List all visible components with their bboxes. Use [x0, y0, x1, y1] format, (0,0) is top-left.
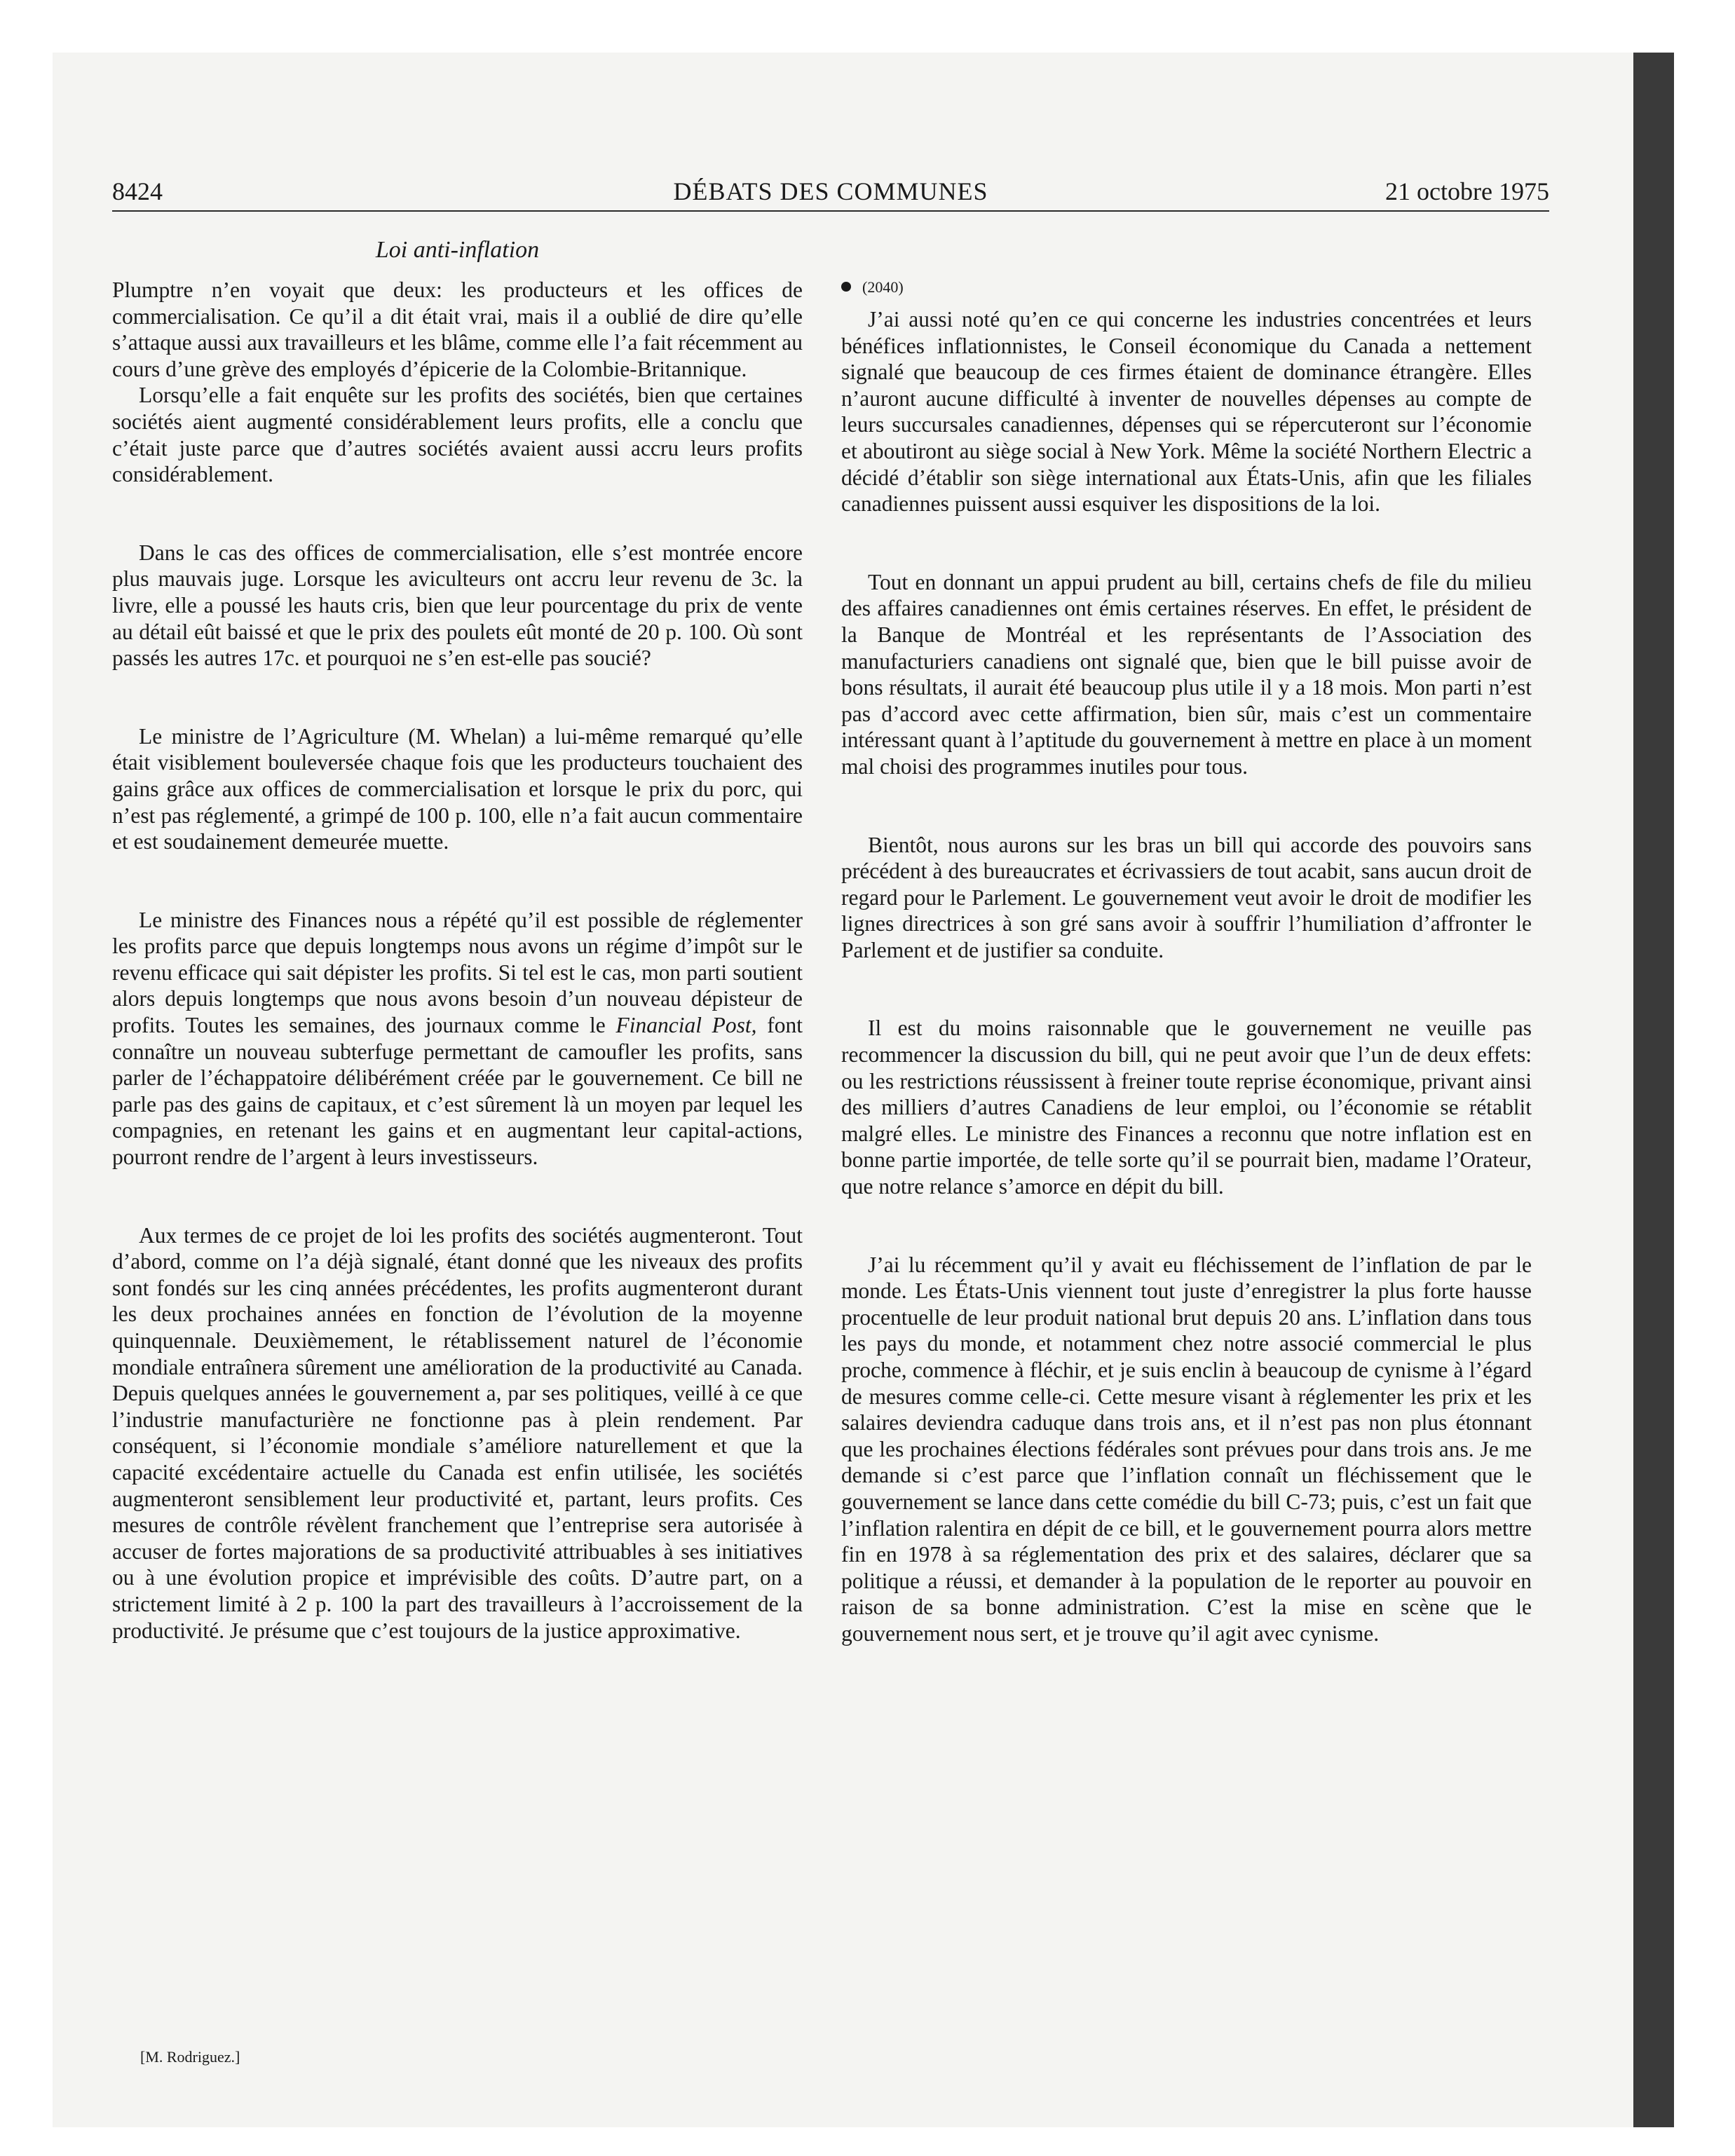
section-subhead: Loi anti-inflation: [375, 237, 540, 263]
header-rule: [112, 210, 1549, 212]
speaker-footnote: [M. Rodriguez.]: [140, 2048, 240, 2066]
left-paragraph-4: Le ministre de l’Agriculture (M. Whelan) a lui-même remarqué qu’elle était visiblement bouleversée chaque fois que les producteurs touchaient des gains grâce aux offices de commercialisation et lorsque le prix du porc, qui n’est pas réglementé, a grimpé de 100 p. 100, elle n’a fait aucun commentaire et est soudainement demeurée muette.: [112, 723, 803, 854]
left-paragraph-1: Plumptre n’en voyait que deux: les producteurs et les offices de commercialisation. Ce qu’il a dit était vrai, mais il a oublié de dire qu’elle s’attaque aussi aux travailleurs et les blâme, comme elle l’a fait récemment au cours d’une grève des employés d’épicerie de la Colombie-Britannique.: [112, 278, 803, 381]
left-column: [112, 277, 803, 1644]
publication-title: DÉBATS DES COMMUNES: [673, 177, 988, 205]
time-marker-text: (2040): [862, 278, 904, 296]
right-paragraph-3: Bientôt, nous aurons sur les bras un bill qui accorde des pouvoirs sans précédent à des bureaucrates et écrivassiers de tout acabit, sans aucun droit de regard pour le Parlement. Le gouvernement veut avoir le droit de modifier les lignes directrices à son gré sans avoir à souffrir l’humiliation d’affronter le Parlement et de justifier sa conduite.: [841, 832, 1532, 962]
right-paragraph-1: J’ai aussi noté qu’en ce qui concerne les industries concentrées et leurs bénéfices inflationnistes, le Conseil économique du Canada a nettement signalé que beaucoup de ces firmes étaient de dominance étrangère. Elles n’auront aucune difficulté à inventer de nouvelles dépenses au compte de leurs succursales canadiennes, dépenses qui se répercuteront sur l’économie et aboutiront au siège social à New York. Même la société Northern Electric a décidé d’établir son siège international aux États-Unis, afin que les filiales canadiennes puissent aussi esquiver les dispositions de la loi.: [841, 307, 1532, 517]
page-header: [112, 177, 1549, 212]
left-paragraph-2: Lorsqu’elle a fait enquête sur les profits des sociétés, bien que certaines sociétés aient augmenté considérablement leurs profits, elle a conclu que c’était juste parce que d’autres sociétés avaient aussi accru leurs profits considérablement.: [112, 383, 803, 487]
p5-text-before: Le ministre des Finances nous a répété qu’il est possible de réglementer les profits parce que depuis longtemps nous avons un régime d’impôt sur le revenu efficace qui sait dépister les profits. Si tel est le cas, mon parti soutient alors depuis longtemps que nous avons besoin d’un nouveau dépisteur de profits. Toutes les semaines, des journaux comme le: [112, 907, 803, 1038]
right-paragraph-2: Tout en donnant un appui prudent au bill, certains chefs de file du milieu des affaires canadiennes ont émis certaines réserves. En effet, le président de la Banque de Montréal et les représentants de l’Association des manufacturiers canadiens ont signalé que, bien que le bill puisse avoir de bons résultats, il aurait été beaucoup plus utile il y a 18 mois. Mon parti n’est pas d’accord avec cette affirmation, bien sûr, mais c’est un commentaire intéressant quant à l’aptitude du gouvernement à mettre en place à un moment mal choisi des programmes inutiles pour tous.: [841, 569, 1532, 779]
left-paragraph-3: Dans le cas des offices de commercialisation, elle s’est montrée encore plus mauvais juge. Lorsque les aviculteurs ont accru leur revenu de 3c. la livre, elle a poussé les hauts cris, bien que leur pourcentage du prix de vente au détail eût baissé et que le prix des poulets eût monté de 20 p. 100. Où sont passés les autres 17c. et pourquoi ne s’en est-elle pas soucié?: [112, 540, 803, 671]
p5-italic-title: Financial Post,: [615, 1013, 757, 1038]
scan-edge-bar: [1633, 53, 1674, 2127]
bullet-dot-icon: [841, 282, 851, 292]
page-date: 21 octobre 1975: [1385, 177, 1549, 205]
right-paragraph-5: J’ai lu récemment qu’il y avait eu fléchissement de l’inflation de par le monde. Les États-Unis viennent tout juste d’enregistrer la plus forte hausse procentuelle de leur produit national brut depuis 20 ans. L’inflation dans tous les pays du monde, et notamment chez notre associé commercial le plus proche, commence à fléchir, et je suis enclin à beaucoup de cynisme à l’égard de mesures comme celle-ci. Cette mesure visant à réglementer les prix et les salaires deviendra caduque dans trois ans, et il n’est pas non plus étonnant que les prochaines élections fédérales sont prévues pour dans trois ans. Je me demande si c’est parce que l’inflation connaît un fléchissement que le gouvernement se lance dans cette comédie du bill C-73; puis, c’est un fait que l’inflation ralentira en dépit de ce bill, et le gouvernement pourra alors mettre fin en 1978 à sa réglementation des prix et des salaires, déclarer que sa politique a réussi, et demander à la population de le reporter au pouvoir en raison de sa bonne administration. C’est la mise en scène que le gouvernement nous sert, et je trouve qu’il agit avec cynisme.: [841, 1252, 1532, 1646]
left-paragraph-6: Aux termes de ce projet de loi les profits des sociétés augmenteront. Tout d’abord, comme on l’a déjà signalé, étant donné que les niveaux des profits sont fondés sur les cinq années précédentes, les profits augmenteront durant les deux prochaines années en fonction de l’évolution de la moyenne quinquennale. Deuxièmement, le rétablissement naturel de l’économie mondiale entraînera sûrement une amélioration de la productivité au Canada. Depuis quelques années le gouvernement a, par ses politiques, veillé à ce que l’industrie manufacturière ne fonctionne pas à plein rendement. Par conséquent, si l’économie mondiale s’améliore naturellement et que la capacité excédentaire actuelle du Canada est enfin utilisée, les sociétés augmenteront sensiblement leur productivité et, partant, leurs profits. Ces mesures de contrôle révèlent franchement que l’entreprise sera autorisée à accuser de fortes majorations de sa productivité attribuables à ses initiatives ou à une évolution propice et imprévisible des coûts. D’autre part, on a strictement limité à 2 p. 100 la part des travailleurs à l’accroissement de la productivité. Je présume que c’est toujours de la justice approximative.: [112, 1222, 803, 1643]
p5-text-after: font connaître un nouveau subterfuge permettant de camoufler les profits, sans parler de l’échappatoire délibérément créée par le gouvernement. Ce bill ne parle pas des gains de capitaux, et c’est sûrement là un moyen par lequel les compagnies, en retenant les gains et en augmentant leur capital-actions, pourront rendre de l’argent à leurs investisseurs.: [112, 1013, 803, 1170]
right-column: [841, 277, 1532, 1647]
page-number: 8424: [112, 177, 163, 205]
time-marker: [841, 277, 1532, 298]
left-paragraph-5: [112, 907, 803, 1171]
right-paragraph-4: Il est du moins raisonnable que le gouvernement ne veuille pas recommencer la discussion du bill, qui ne peut avoir que l’un de deux effets: ou les restrictions réussissent à freiner toute reprise économique, privant ainsi des milliers d’autres Canadiens de leur emploi, ou l’économie se rétablit malgré elles. Le ministre des Finances a reconnu que notre inflation est en bonne partie importée, de telle sorte qu’il se pourrait bien, madame l’Orateur, que notre relance s’amorce en dépit du bill.: [841, 1016, 1532, 1199]
